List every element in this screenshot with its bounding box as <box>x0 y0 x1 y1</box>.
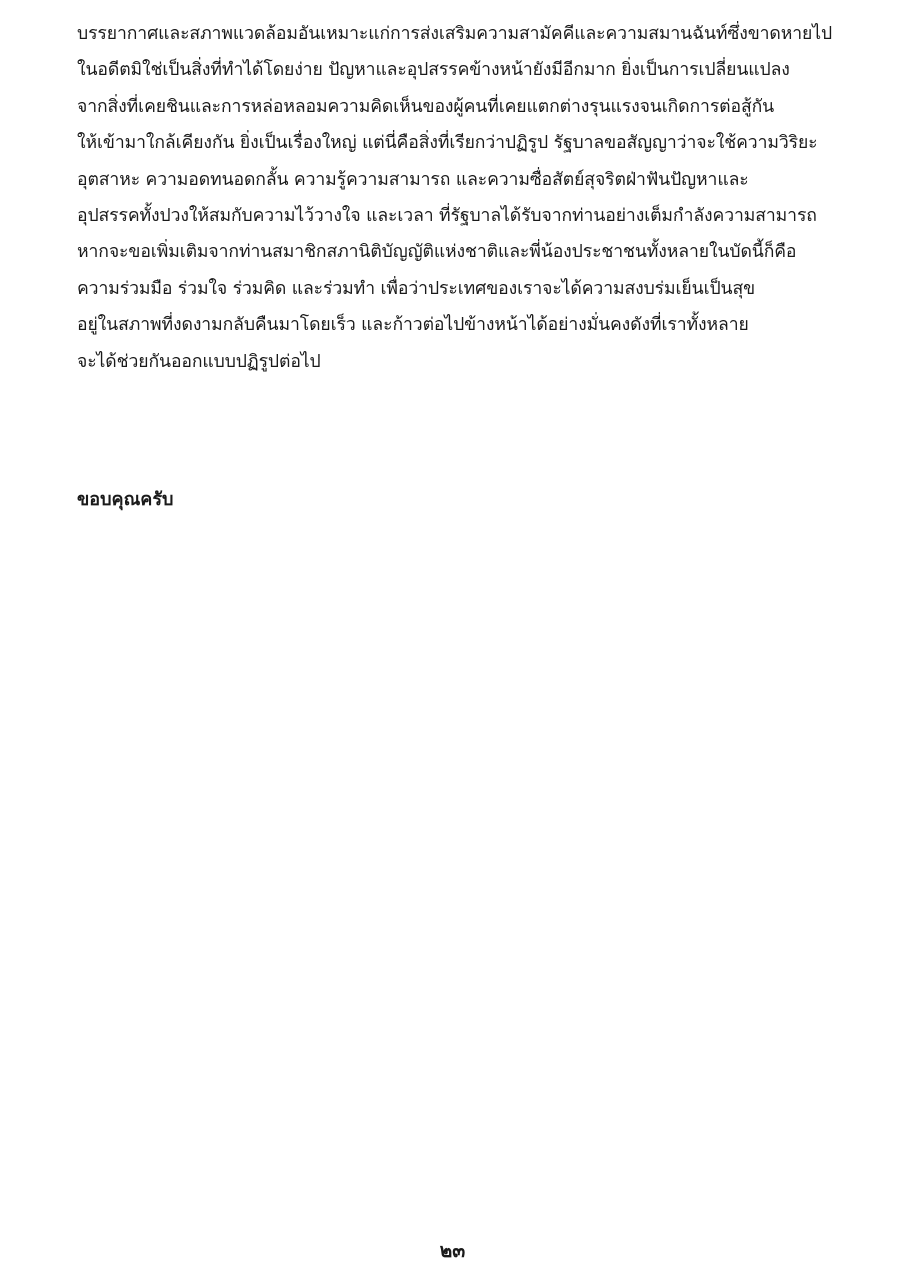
paragraph-line: อยู่ในสภาพที่งดงามกลับคืนมาโดยเร็ว และก้าวต่อไปข้างหน้าได้อย่างมั่นคงดังที่เราทั้งหลาย <box>77 315 749 336</box>
paragraph-line: ให้เข้ามาใกล้เคียงกัน ยิ่งเป็นเรื่องใหญ่ แต่นี่คือสิ่งที่เรียกว่าปฏิรูป รัฐบาลขอสัญญาว่าจะใช้ความวิริยะ <box>77 133 818 154</box>
paragraph-line: จะได้ช่วยกันออกแบบปฏิรูปต่อไป <box>77 351 321 372</box>
body-paragraph <box>77 16 867 380</box>
page-number: ๒๓ <box>439 1240 466 1262</box>
paragraph-line: หากจะขอเพิ่มเติมจากท่านสมาชิกสภานิติบัญญัติแห่งชาติและพี่น้องประชาชนทั้งหลายในบัดนี้ก็คือ <box>77 242 797 263</box>
paragraph-line: ในอดีตมิใช่เป็นสิ่งที่ทำได้โดยง่าย ปัญหาและอุปสรรคข้างหน้ายังมีอีกมาก ยิ่งเป็นการเปลี่ยนแปลง <box>77 60 790 81</box>
paragraph-line: จากสิ่งที่เคยชินและการหล่อหลอมความคิดเห็นของผู้คนที่เคยแตกต่างรุนแรงจนเกิดการต่อสู้กัน <box>77 96 775 117</box>
paragraph-line: อุตสาหะ ความอดทนอดกลั้น ความรู้ความสามารถ และความซื่อสัตย์สุจริตฝ่าฟันปัญหาและ <box>77 169 749 190</box>
closing-remark: ขอบคุณครับ <box>77 489 174 510</box>
paragraph-line: อุปสรรคทั้งปวงให้สมกับความไว้วางใจ และเวลา ที่รัฐบาลได้รับจากท่านอย่างเต็มกำลังความสามารถ <box>77 205 817 226</box>
paragraph-line: ความร่วมมือ ร่วมใจ ร่วมคิด และร่วมทำ เพื่อว่าประเทศของเราจะได้ความสงบร่มเย็นเป็นสุข <box>77 278 756 299</box>
paragraph-line: บรรยากาศและสภาพแวดล้อมอันเหมาะแก่การส่งเสริมความสามัคคีและความสมานฉันท์ซึ่งขาดหายไป <box>77 24 833 44</box>
